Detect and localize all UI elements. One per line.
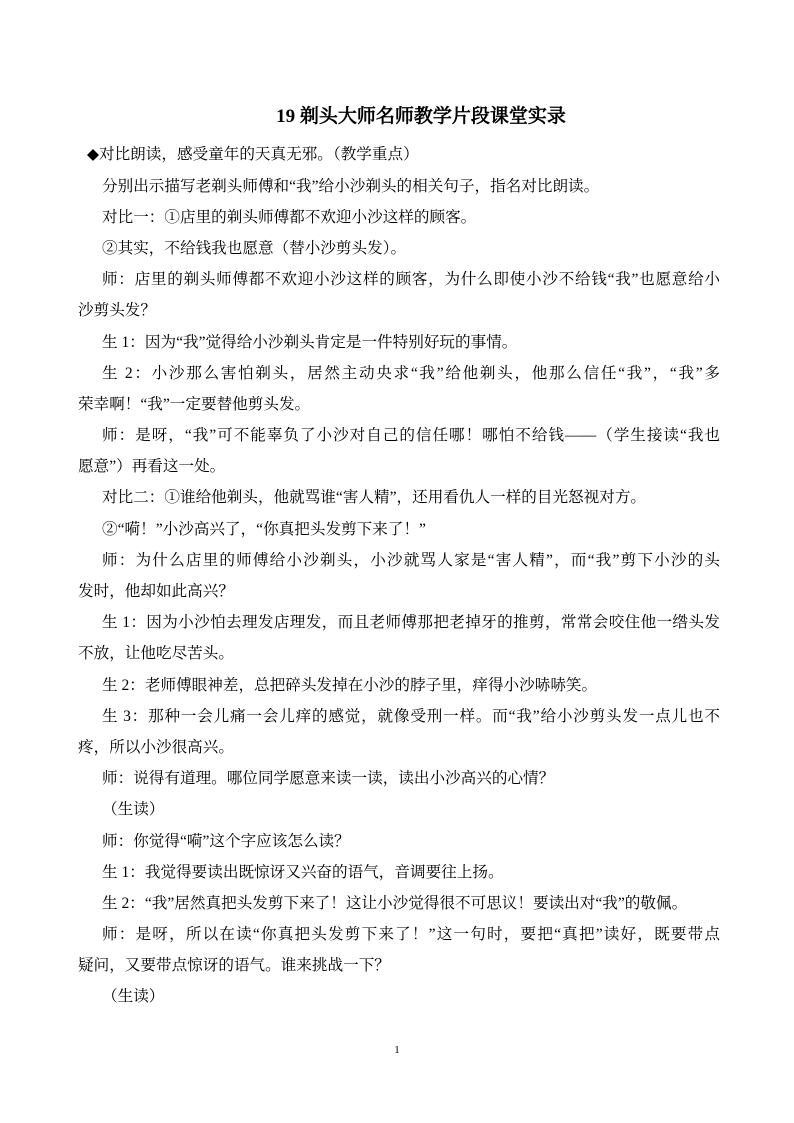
student-reading-note	[78, 794, 720, 825]
text-line: 师：店里的剃头师傅都不欢迎小沙这样的顾客，为什么即使小沙不给钱“我”也愿意给小	[102, 271, 720, 289]
text-line: 生 2：小沙那么害怕剃头，居然主动央求“我”给他剃头，他那么信任“我”，“我”多	[102, 364, 720, 382]
text-line: 师：你觉得“嗬”这个字应该怎么读？	[102, 832, 350, 850]
instruction-paragraph	[78, 171, 720, 202]
text-line: 分别出示描写老剃头师傅和“我”给小沙剃头的相关句子，指名对比朗读。	[102, 177, 600, 195]
document-title: 19 剃头大师名师教学片段课堂实录	[276, 106, 566, 127]
text-line: 生 1：因为小沙怕去理发店理发，而且老师傅那把老掉牙的推剪，常常会咬住他一绺头发	[102, 614, 720, 632]
text-line: 愿意”）再看这一处。	[78, 458, 226, 476]
text-line: 生 1：我觉得要读出既惊讶又兴奋的语气，音调要往上扬。	[102, 863, 504, 881]
text-line: （生读）	[102, 988, 165, 1006]
comparison-one-sentence-2	[78, 233, 720, 264]
text-line: 发时，他却如此高兴？	[78, 583, 234, 601]
text-line: 师：是呀，所以在读“你真把头发剪下来了！”这一句时，要把“真把”读好，既要带点	[102, 926, 720, 944]
text-line: 荣幸啊！“我”一定要替他剪头发。	[78, 395, 311, 413]
student-2-answer	[78, 358, 720, 420]
comparison-two-sentence-1	[78, 482, 720, 513]
student-3-answer	[78, 701, 720, 763]
student-1-answer	[78, 327, 720, 358]
teacher-question	[78, 826, 720, 857]
teacher-question	[78, 763, 720, 794]
text-line: ◆对比朗读，感受童年的天真无邪。（教学重点）	[87, 146, 419, 164]
text-line: 疼，所以小沙很高兴。	[78, 738, 234, 756]
text-line: 对比二：①谁给他剃头，他就骂谁“害人精”，还用看仇人一样的目光怒视对方。	[102, 489, 647, 507]
text-line: 师：是呀，“我”可不能辜负了小沙对自己的信任哪！哪怕不给钱——（学生接读“我也	[102, 427, 720, 445]
key-point-heading	[78, 139, 720, 170]
student-1-answer	[78, 857, 720, 888]
teacher-question	[78, 545, 720, 607]
page-number: 1	[394, 1044, 400, 1056]
student-2-answer	[78, 670, 720, 701]
text-line: 疑问，又要带点惊讶的语气。谁来挑战一下？	[78, 957, 390, 975]
text-line: ②“嗬！”小沙高兴了，“你真把头发剪下来了！”	[102, 520, 426, 538]
text-line: 生 2：老师傅眼神差，总把碎头发掉在小沙的脖子里，痒得小沙哧哧笑。	[102, 676, 598, 694]
text-line: ②其实，不给钱我也愿意（替小沙剪头发）。	[102, 239, 407, 257]
document-body	[78, 139, 720, 1012]
text-line: 生 2：“我”居然真把头发剪下来了！这让小沙觉得很不可思议！要读出对“我”的敬佩。	[102, 894, 688, 912]
text-line: 不放，让他吃尽苦头。	[78, 645, 234, 663]
comparison-two-sentence-2	[78, 514, 720, 545]
teacher-remark	[78, 919, 720, 981]
text-line: 师：为什么店里的师傅给小沙剃头，小沙就骂人家是“害人精”，而“我”剪下小沙的头	[102, 551, 720, 569]
text-line: 师：说得有道理。哪位同学愿意来读一读，读出小沙高兴的心情？	[102, 770, 555, 788]
text-line: 对比一：①店里的剃头师傅都不欢迎小沙这样的顾客。	[102, 208, 477, 226]
comparison-one-sentence-1	[78, 202, 720, 233]
student-reading-note	[78, 981, 720, 1012]
text-line: 生 3：那种一会儿痛一会儿痒的感觉，就像受刑一样。而“我”给小沙剪头发一点儿也不	[102, 707, 720, 725]
student-1-answer	[78, 607, 720, 669]
text-line: 生 1：因为“我”觉得给小沙剃头肯定是一件特别好玩的事情。	[102, 333, 518, 351]
student-2-answer	[78, 888, 720, 919]
teacher-remark	[78, 420, 720, 482]
text-line: 沙剪头发？	[78, 302, 156, 320]
teacher-question	[78, 264, 720, 326]
text-line: （生读）	[102, 801, 165, 819]
